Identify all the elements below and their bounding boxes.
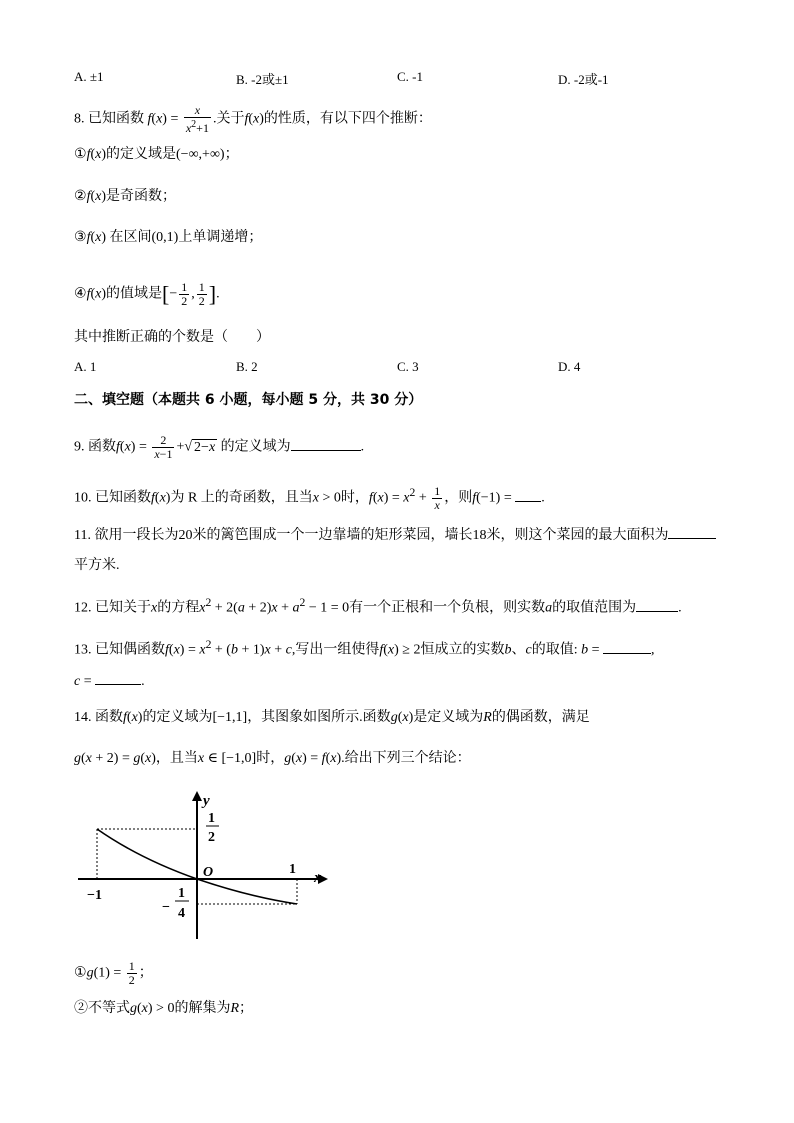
q12: 12. 已知关于x的方程$x^2 + 2(a + 2)x + a^2 - 1 = 0$有一个正根和一个负根，则实数a的取值范围为 .	[74, 596, 682, 616]
q13-b-blank[interactable]	[603, 641, 651, 654]
x-label: x	[314, 870, 322, 886]
q8-statement-2: ②f(x)是奇函数；	[74, 189, 177, 204]
q14-stem-line2: g(x + 2) = g(x)，且当x ∈ [−1,0]时，g(x) = f(x).给出下列三个结论：	[74, 751, 471, 766]
q7-option-d: D. -2或-1	[558, 72, 609, 87]
q9: 9. 函数f(x) = $\frac{2}{x-1}$ +√ 2−x 的定义域为 .	[74, 433, 365, 461]
q12-answer-blank[interactable]	[636, 599, 678, 612]
neg-one-label: −1	[87, 888, 102, 903]
q11-line2: 平方米.	[74, 558, 120, 573]
q7-option-c: C. -1	[397, 69, 423, 84]
q11-answer-blank[interactable]	[668, 526, 716, 539]
function-graph	[70, 785, 340, 945]
q13: 13. 已知偶函数$f(x) = x^2 + (b + 1)x + c$,写出一组使得f(x) ≥ 2恒成立的实数b、c的取值: b = ,	[74, 638, 655, 658]
q8-statement-4: ④f(x)的值域是[− $\frac{1}{2}$ , $\frac{1}{2}$ ].	[74, 280, 220, 308]
q10: 10. 已知函数f(x)为 R 上的奇函数，且当x > 0时，$f(x) = x^2$ + $\frac{1}{x}$ ，则f(−1) = .	[74, 483, 545, 512]
q13-line2: c = .	[74, 674, 145, 689]
q8-option-a: A. 1	[74, 359, 97, 374]
half-den: 2	[208, 830, 215, 845]
quarter-den: 4	[178, 906, 185, 921]
section-heading: 二、填空题（本题共 6 小题，每小题 5 分，共 30 分）	[74, 392, 423, 408]
q10-answer-blank[interactable]	[515, 489, 541, 502]
q8-option-c: C. 3	[397, 359, 419, 374]
q8-statement-3: ③f(x) 在区间(0,1)上单调递增；	[74, 230, 263, 245]
y-label: y	[203, 793, 210, 809]
q7-option-a: A. ±1	[74, 69, 104, 84]
q13-c-blank[interactable]	[95, 672, 141, 685]
q8-question: 其中推断正确的个数是（ ）	[74, 330, 270, 345]
q14-stem: 14. 函数f(x)的定义域为[−1,1]，其图象如图所示.函数g(x)是定义域为R的偶函数，满足	[74, 710, 590, 725]
q11-line1: 11. 欲用一段长为20米的篱笆围成一个一边靠墙的矩形菜园，墙长18米，则这个菜园的最大面积为	[74, 526, 716, 545]
q8-statement-1: ①f(x)的定义域是(−∞,+∞)；	[74, 147, 239, 162]
quarter-num: 1	[178, 886, 185, 901]
one-label: 1	[289, 862, 296, 877]
q14-conclusion-1: ①g(1) = $\frac{1}{2}$ ；	[74, 959, 153, 987]
neg-quarter-sign: −	[162, 900, 170, 915]
origin-label: O	[203, 865, 214, 880]
half-num: 1	[208, 811, 215, 826]
q8-stem: 8. 已知函数 f(x) = $\frac{x}{x^2+1}$ .关于f(x)的性质，有以下四个推断：	[74, 103, 432, 135]
q8-option-d: D. 4	[558, 359, 581, 374]
y-axis-arrow	[192, 791, 202, 801]
q7-option-b: B. -2或±1	[236, 72, 289, 87]
q9-answer-blank[interactable]	[291, 438, 361, 451]
q14-conclusion-2: ②不等式g(x) > 0的解集为R；	[74, 1001, 254, 1016]
q8-option-b: B. 2	[236, 359, 258, 374]
